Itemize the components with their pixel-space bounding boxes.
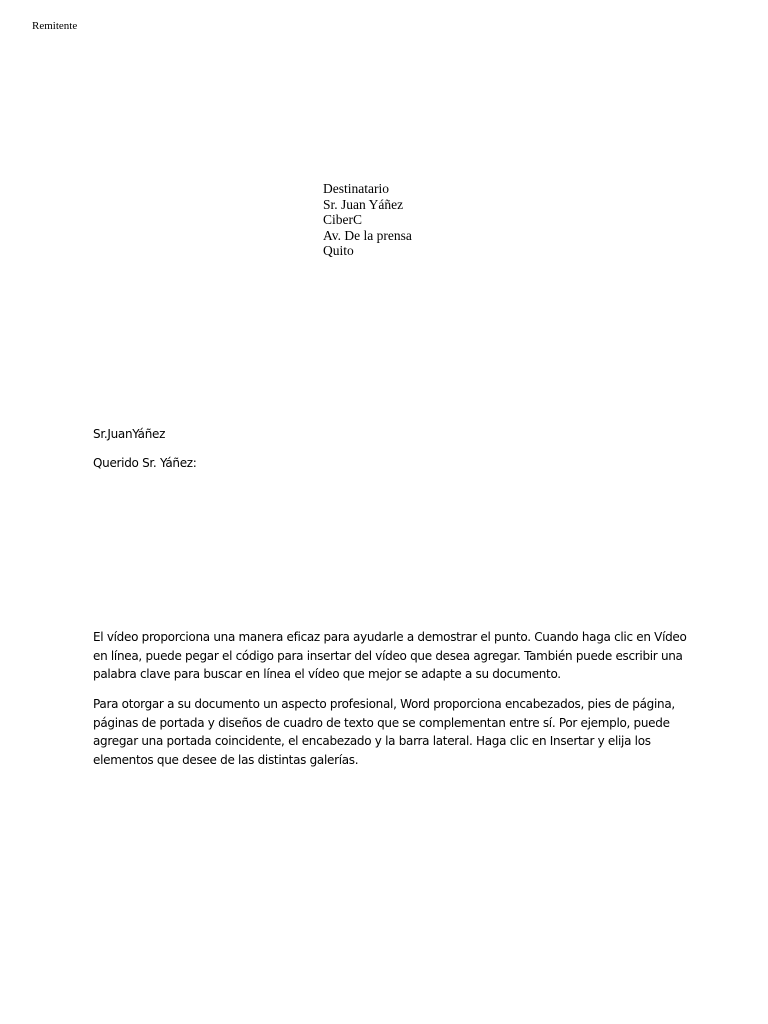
recipient-name: Sr. Juan Yáñez xyxy=(323,196,404,212)
recipient-address-block xyxy=(323,181,412,259)
recipient-company: CiberC xyxy=(323,212,362,227)
letter-greeting: Querido Sr. Yáñez: xyxy=(93,456,197,470)
letter-paragraph: Para otorgar a su documento un aspecto profesional, Word proporciona encabezados, pies de página, páginas de portada y diseños de cuadro de texto que se complementan entre sí. Por ejemplo, puede agregar una portada coincidente, el encabezado y la barra lateral. Haga clic en Insertar y elija los elementos que desee de las distintas galerías. xyxy=(93,697,675,767)
recipient-heading: Destinatario xyxy=(323,181,389,196)
letter-name-line: Sr.JuanYáñez xyxy=(93,427,166,441)
sender-label: Remitente xyxy=(32,20,78,32)
letter-paragraph: El vídeo proporciona una manera eficaz para ayudarle a demostrar el punto. Cuando haga clic en Vídeo en línea, puede pegar el código para insertar del vídeo que desea agregar. También puede escribir una palabra clave para buscar en línea el vídeo que mejor se adapte a su documento. xyxy=(93,630,687,681)
recipient-street: Av. De la prensa xyxy=(323,227,412,243)
recipient-city: Quito xyxy=(323,243,354,258)
